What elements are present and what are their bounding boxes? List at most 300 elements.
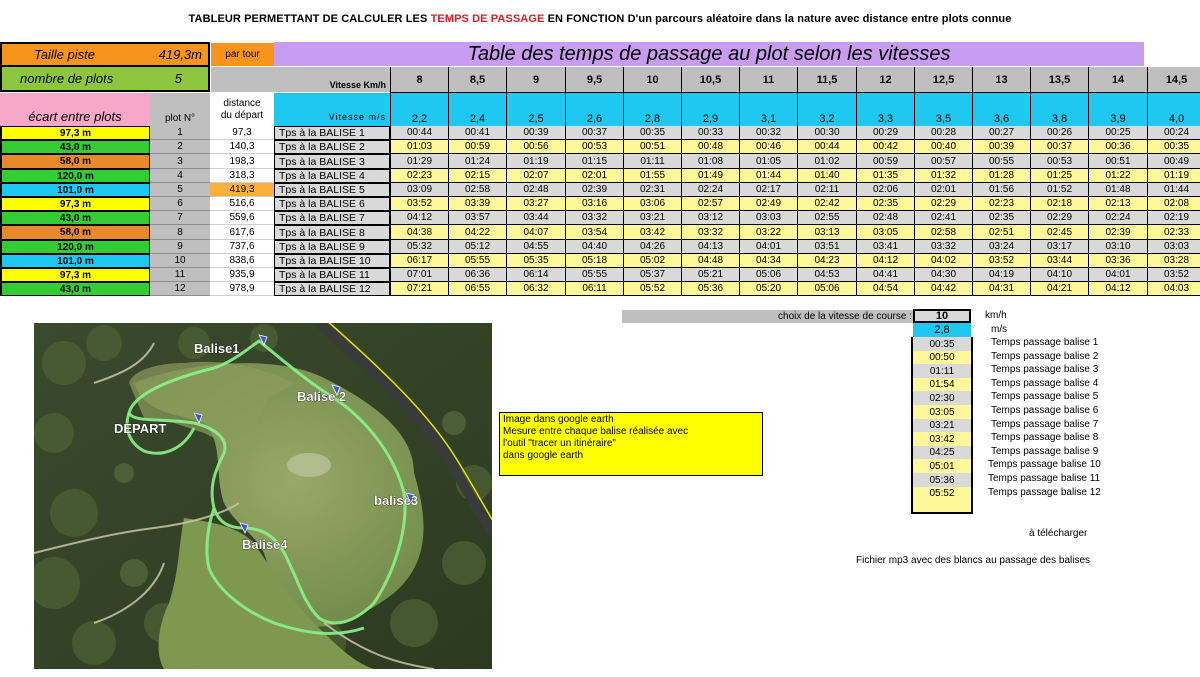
- time-cell: 04:41: [856, 268, 914, 282]
- time-cell: 02:01: [914, 183, 972, 197]
- time-cell: 01:19: [1147, 169, 1200, 183]
- time-cell: 03:22: [739, 225, 797, 240]
- ecart-cell: 43,0 m: [0, 140, 150, 154]
- time-cell: 02:45: [1030, 225, 1088, 240]
- chooser-entry-label: Temps passage balise 9: [991, 446, 1099, 457]
- speed-ms-header: 4,0: [1147, 93, 1200, 126]
- map-label-balise2: Balise 2: [297, 389, 347, 404]
- time-cell: 05:06: [739, 268, 797, 282]
- ecart-cell: 120,0 m: [0, 240, 150, 254]
- time-cell: 05:20: [739, 282, 797, 296]
- time-cell: 03:44: [1030, 254, 1088, 268]
- time-cell: 02:33: [1147, 225, 1200, 240]
- time-cell: 02:48: [506, 183, 565, 197]
- time-cell: 01:02: [797, 154, 856, 169]
- speed-kmh-input[interactable]: [913, 309, 971, 323]
- time-cell: 02:35: [972, 211, 1030, 225]
- speed-kmh-header: 11: [739, 67, 797, 93]
- time-cell: 03:21: [623, 211, 681, 225]
- plot-number-cell: 1: [150, 126, 210, 140]
- time-cell: 02:55: [797, 211, 856, 225]
- time-cell: 03:17: [1030, 240, 1088, 254]
- chooser-time: 02:30: [913, 391, 971, 405]
- time-cell: 00:51: [623, 140, 681, 154]
- balise-label-cell: Tps à la BALISE 9: [274, 240, 390, 254]
- speed-ms-header: 2,2: [390, 93, 448, 126]
- time-cell: 00:35: [1147, 140, 1200, 154]
- aerial-map-image: [34, 323, 492, 669]
- time-cell: 04:40: [565, 240, 623, 254]
- speed-ms-header: 2,4: [448, 93, 506, 126]
- time-cell: 02:39: [1088, 225, 1147, 240]
- ecart-cell: 43,0 m: [0, 282, 150, 296]
- time-cell: 03:28: [1147, 254, 1200, 268]
- time-cell: 02:49: [739, 197, 797, 211]
- time-cell: 04:21: [1030, 282, 1088, 296]
- note-line-3: l'outil "tracer un itinéraire": [503, 438, 616, 449]
- time-cell: 03:41: [856, 240, 914, 254]
- chooser-time: 03:05: [913, 405, 971, 419]
- time-cell: 01:49: [681, 169, 739, 183]
- time-cell: 00:33: [681, 126, 739, 140]
- speed-kmh-header: 12,5: [914, 67, 972, 93]
- kmh-unit: km/h: [985, 310, 1007, 321]
- time-cell: 05:21: [681, 268, 739, 282]
- time-cell: 04:01: [1088, 268, 1147, 282]
- time-cell: 02:13: [1088, 197, 1147, 211]
- download-label[interactable]: à télécharger: [1029, 528, 1088, 539]
- time-cell: 06:55: [448, 282, 506, 296]
- time-cell: 02:17: [739, 183, 797, 197]
- time-cell: 05:32: [390, 240, 448, 254]
- time-cell: 04:31: [972, 282, 1030, 296]
- speed-kmh-header: 13,5: [1030, 67, 1088, 93]
- time-cell: 03:13: [797, 225, 856, 240]
- distance-cell: 935,9: [210, 268, 274, 282]
- balise-label-cell: Tps à la BALISE 11: [274, 268, 390, 282]
- chooser-entry-label: Temps passage balise 2: [991, 351, 1099, 362]
- chooser-time: 00:50: [913, 351, 971, 364]
- speed-ms-header: 2,9: [681, 93, 739, 126]
- distance-label-cell: [210, 93, 274, 126]
- plot-number-cell: 9: [150, 240, 210, 254]
- time-cell: 02:41: [914, 211, 972, 225]
- time-cell: 02:57: [681, 197, 739, 211]
- ecart-cell: 43,0 m: [0, 211, 150, 225]
- balise-label-cell: Tps à la BALISE 10: [274, 254, 390, 268]
- speed-ms-header: 3,3: [856, 93, 914, 126]
- time-cell: 00:24: [1147, 126, 1200, 140]
- chooser-entry-label: Temps passage balise 4: [991, 378, 1099, 389]
- time-cell: 02:18: [1030, 197, 1088, 211]
- taille-piste-value: 419,3m: [158, 47, 202, 62]
- time-cell: 01:35: [856, 169, 914, 183]
- time-cell: 00:42: [856, 140, 914, 154]
- par-tour-cell: [211, 43, 274, 66]
- time-cell: 02:08: [1147, 197, 1200, 211]
- time-cell: 02:31: [623, 183, 681, 197]
- time-cell: 00:57: [914, 154, 972, 169]
- plot-no-label-cell: [150, 93, 210, 126]
- time-cell: 00:46: [739, 140, 797, 154]
- time-cell: 04:23: [797, 254, 856, 268]
- time-cell: 03:51: [797, 240, 856, 254]
- distance-cell: 140,3: [210, 140, 274, 154]
- time-cell: 05:12: [448, 240, 506, 254]
- time-cell: 02:06: [856, 183, 914, 197]
- time-cell: 00:36: [1088, 140, 1147, 154]
- plot-number-cell: 2: [150, 140, 210, 154]
- time-cell: 00:32: [739, 126, 797, 140]
- chooser-label: choix de la vitesse de course :: [778, 311, 912, 322]
- speed-ms-header: 2,8: [623, 93, 681, 126]
- speed-kmh-header: 11,5: [797, 67, 856, 93]
- chooser-entry-label: Temps passage balise 1: [991, 337, 1099, 348]
- par-tour-label: par tour: [225, 49, 260, 60]
- time-cell: 02:51: [972, 225, 1030, 240]
- chooser-time: 05:36: [913, 473, 971, 487]
- title-part1: TABLEUR PERMETTANT DE CALCULER LES: [188, 13, 431, 25]
- balise-label-cell: Tps à la BALISE 6: [274, 197, 390, 211]
- time-cell: 03:39: [448, 197, 506, 211]
- time-cell: 02:29: [914, 197, 972, 211]
- title-part2: EN FONCTION D'un parcours aléatoire dans la nature avec distance entre plots connue: [544, 13, 1012, 25]
- time-cell: 01:40: [797, 169, 856, 183]
- time-cell: 00:49: [1147, 154, 1200, 169]
- map-label-balise4: Balise4: [242, 537, 288, 552]
- time-cell: 06:11: [565, 282, 623, 296]
- note-box: [499, 412, 763, 476]
- distance-cell: 978,9: [210, 282, 274, 296]
- time-cell: 02:01: [565, 169, 623, 183]
- distance-cell: 617,6: [210, 225, 274, 240]
- ecart-cell: 97,3 m: [0, 268, 150, 282]
- time-cell: 01:32: [914, 169, 972, 183]
- speed-kmh-header: 8: [390, 67, 448, 93]
- vitesse-kmh-label-cell: [274, 67, 390, 92]
- time-cell: 01:08: [681, 154, 739, 169]
- time-cell: 02:48: [856, 211, 914, 225]
- mp3-label[interactable]: Fichier mp3 avec des blancs au passage des balises: [856, 555, 1091, 566]
- time-cell: 01:05: [739, 154, 797, 169]
- time-cell: 04:34: [739, 254, 797, 268]
- balise-label-cell: Tps à la BALISE 1: [274, 126, 390, 140]
- time-cell: 03:09: [390, 183, 448, 197]
- ecart-cell: 120,0 m: [0, 169, 150, 183]
- distance-cell: 559,6: [210, 211, 274, 225]
- balise-label-cell: Tps à la BALISE 2: [274, 140, 390, 154]
- time-cell: 05:02: [623, 254, 681, 268]
- time-cell: 04:26: [623, 240, 681, 254]
- plot-number-cell: 8: [150, 225, 210, 240]
- chooser-blank: [913, 500, 971, 514]
- time-cell: 02:35: [856, 197, 914, 211]
- speed-ms-header: 2,6: [565, 93, 623, 126]
- speed-kmh-header: 10: [623, 67, 681, 93]
- time-cell: 03:52: [1147, 268, 1200, 282]
- ecart-label: écart entre plots: [28, 109, 122, 124]
- chooser-time: 04:25: [913, 446, 971, 459]
- time-cell: 00:48: [681, 140, 739, 154]
- chooser-entry-label: Temps passage balise 3: [991, 364, 1099, 375]
- time-cell: 03:52: [390, 197, 448, 211]
- map-label-balise1: Balise1: [194, 341, 240, 356]
- time-cell: 06:32: [506, 282, 565, 296]
- time-cell: 01:28: [972, 169, 1030, 183]
- time-cell: 05:55: [448, 254, 506, 268]
- time-cell: 04:12: [856, 254, 914, 268]
- time-cell: 05:06: [797, 282, 856, 296]
- time-cell: 03:36: [1088, 254, 1147, 268]
- time-cell: 01:03: [390, 140, 448, 154]
- time-cell: 02:24: [1088, 211, 1147, 225]
- time-cell: 04:10: [1030, 268, 1088, 282]
- time-cell: 04:01: [739, 240, 797, 254]
- chooser-time: 05:52: [913, 487, 971, 500]
- time-cell: 07:21: [390, 282, 448, 296]
- time-cell: 00:44: [797, 140, 856, 154]
- time-cell: 05:35: [506, 254, 565, 268]
- banner-text: Table des temps de passage au plot selon les vitesses: [467, 42, 951, 65]
- time-cell: 06:17: [390, 254, 448, 268]
- time-cell: 00:25: [1088, 126, 1147, 140]
- title-highlight: TEMPS DE PASSAGE: [430, 13, 545, 25]
- note-line-2: Mesure entre chaque balise réalisée avec: [503, 426, 689, 437]
- balise-label-cell: Tps à la BALISE 4: [274, 169, 390, 183]
- nb-plots-cell: [0, 67, 210, 92]
- ecart-cell: 101,0 m: [0, 183, 150, 197]
- time-cell: 01:11: [623, 154, 681, 169]
- time-cell: 01:15: [565, 154, 623, 169]
- time-cell: 04:12: [390, 211, 448, 225]
- chooser-label-cell: [622, 310, 914, 323]
- time-cell: 01:25: [1030, 169, 1088, 183]
- time-cell: 00:59: [448, 140, 506, 154]
- plot-number-cell: 3: [150, 154, 210, 169]
- time-cell: 03:57: [448, 211, 506, 225]
- time-cell: 02:29: [1030, 211, 1088, 225]
- ecart-cell: 101,0 m: [0, 254, 150, 268]
- vitesse-ms-label-cell: [274, 93, 390, 126]
- time-cell: 02:42: [797, 197, 856, 211]
- time-cell: 00:55: [972, 154, 1030, 169]
- time-cell: 00:37: [1030, 140, 1088, 154]
- time-cell: 00:29: [856, 126, 914, 140]
- speed-ms-header: 3,9: [1088, 93, 1147, 126]
- time-cell: 03:52: [972, 254, 1030, 268]
- distance-cell: 838,6: [210, 254, 274, 268]
- vitesse-kmh-label: Vitesse Km/h: [329, 80, 386, 90]
- time-cell: 06:14: [506, 268, 565, 282]
- time-cell: 03:32: [565, 211, 623, 225]
- time-cell: 01:44: [1147, 183, 1200, 197]
- time-cell: 05:18: [565, 254, 623, 268]
- speed-ms-value-cell: [913, 323, 971, 337]
- time-cell: 03:06: [623, 197, 681, 211]
- chooser-entry-label: Temps passage balise 7: [991, 419, 1099, 430]
- time-cell: 04:22: [448, 225, 506, 240]
- time-cell: 04:38: [390, 225, 448, 240]
- time-cell: 00:53: [1030, 154, 1088, 169]
- speed-kmh-header: 14: [1088, 67, 1147, 93]
- distance-cell: 419,3: [210, 183, 274, 197]
- time-cell: 03:54: [565, 225, 623, 240]
- time-cell: 00:56: [506, 140, 565, 154]
- distance-label-1: distance: [223, 97, 261, 109]
- distance-label-2: du départ: [220, 109, 264, 121]
- time-cell: 00:27: [972, 126, 1030, 140]
- time-cell: 03:32: [681, 225, 739, 240]
- aerial-map: [34, 323, 492, 669]
- time-cell: 00:28: [914, 126, 972, 140]
- note-line-1: Image dans google earth: [503, 414, 614, 425]
- time-cell: 01:55: [623, 169, 681, 183]
- time-cell: 03:24: [972, 240, 1030, 254]
- ms-unit: m/s: [991, 324, 1008, 335]
- chooser-entry-label: Temps passage balise 6: [991, 405, 1099, 416]
- time-cell: 00:30: [797, 126, 856, 140]
- time-cell: 00:37: [565, 126, 623, 140]
- chooser-time: 00:35: [913, 337, 971, 351]
- plot-no-label: plot N°: [164, 113, 196, 124]
- time-cell: 02:23: [972, 197, 1030, 211]
- time-cell: 00:35: [623, 126, 681, 140]
- time-cell: 04:07: [506, 225, 565, 240]
- balise-label-cell: Tps à la BALISE 12: [274, 282, 390, 296]
- time-cell: 01:52: [1030, 183, 1088, 197]
- speed-ms-header: 3,8: [1030, 93, 1088, 126]
- time-cell: 03:10: [1088, 240, 1147, 254]
- balise-label-cell: Tps à la BALISE 3: [274, 154, 390, 169]
- speed-kmh-header: 13: [972, 67, 1030, 93]
- time-cell: 04:53: [797, 268, 856, 282]
- time-cell: 01:29: [390, 154, 448, 169]
- time-cell: 01:19: [506, 154, 565, 169]
- map-label-balise3: balise3: [374, 493, 419, 508]
- time-cell: 03:03: [1147, 240, 1200, 254]
- speed-ms-value: 2,8: [934, 324, 950, 336]
- balise-label-cell: Tps à la BALISE 8: [274, 225, 390, 240]
- time-cell: 02:23: [390, 169, 448, 183]
- time-cell: 00:51: [1088, 154, 1147, 169]
- time-cell: 00:44: [390, 126, 448, 140]
- time-cell: 00:39: [506, 126, 565, 140]
- time-cell: 03:05: [856, 225, 914, 240]
- chooser-time: 01:54: [913, 378, 971, 391]
- time-cell: 00:59: [856, 154, 914, 169]
- speed-kmh-header: 12: [856, 67, 914, 93]
- time-cell: 00:39: [972, 140, 1030, 154]
- chooser-entry-label: Temps passage balise 5: [991, 391, 1099, 402]
- time-cell: 02:15: [448, 169, 506, 183]
- chooser-entry-label: Temps passage balise 12: [988, 487, 1101, 498]
- time-cell: 02:19: [1147, 211, 1200, 225]
- distance-cell: 97,3: [210, 126, 274, 140]
- ecart-label-cell: [0, 93, 150, 126]
- time-cell: 05:55: [565, 268, 623, 282]
- time-cell: 00:40: [914, 140, 972, 154]
- distance-cell: 318,3: [210, 169, 274, 183]
- time-cell: 02:11: [797, 183, 856, 197]
- vitesse-ms-label: Vitesse m/s: [328, 112, 386, 122]
- map-label-depart: DEPART: [114, 421, 167, 436]
- time-cell: 04:42: [914, 282, 972, 296]
- time-cell: 04:54: [856, 282, 914, 296]
- time-cell: 04:19: [972, 268, 1030, 282]
- plot-number-cell: 5: [150, 183, 210, 197]
- balise-label-cell: Tps à la BALISE 7: [274, 211, 390, 225]
- time-cell: 03:03: [739, 211, 797, 225]
- speed-ms-header: 3,5: [914, 93, 972, 126]
- speed-kmh-header: 8,5: [448, 67, 506, 93]
- time-cell: 05:36: [681, 282, 739, 296]
- time-cell: 04:12: [1088, 282, 1147, 296]
- speed-kmh-header: 10,5: [681, 67, 739, 93]
- plot-number-cell: 11: [150, 268, 210, 282]
- time-cell: 03:42: [623, 225, 681, 240]
- plot-number-cell: 6: [150, 197, 210, 211]
- time-cell: 02:24: [681, 183, 739, 197]
- time-cell: 05:37: [623, 268, 681, 282]
- chooser-time: 03:21: [913, 419, 971, 432]
- time-cell: 04:48: [681, 254, 739, 268]
- time-cell: 02:58: [914, 225, 972, 240]
- time-cell: 01:56: [972, 183, 1030, 197]
- time-cell: 03:32: [914, 240, 972, 254]
- nb-plots-value: 5: [174, 71, 182, 86]
- time-cell: 00:53: [565, 140, 623, 154]
- chooser-time: 05:01: [913, 459, 971, 473]
- ecart-cell: 97,3 m: [0, 126, 150, 140]
- plot-number-cell: 12: [150, 282, 210, 296]
- taille-piste-label: Taille piste: [34, 47, 95, 62]
- chooser-time: 01:11: [913, 364, 971, 378]
- time-cell: 06:36: [448, 268, 506, 282]
- time-cell: 04:03: [1147, 282, 1200, 296]
- time-cell: 03:27: [506, 197, 565, 211]
- time-cell: 02:58: [448, 183, 506, 197]
- time-cell: 04:30: [914, 268, 972, 282]
- speed-ms-header: 3,6: [972, 93, 1030, 126]
- chooser-entry-label: Temps passage balise 11: [988, 473, 1101, 484]
- speed-kmh-header: 14,5: [1147, 67, 1200, 93]
- time-cell: 01:44: [739, 169, 797, 183]
- nb-plots-label: nombre de plots: [20, 71, 114, 86]
- speed-kmh-value: 10: [935, 310, 949, 322]
- time-cell: 03:44: [506, 211, 565, 225]
- speed-ms-header: 3,1: [739, 93, 797, 126]
- distance-cell: 198,3: [210, 154, 274, 169]
- time-cell: 01:22: [1088, 169, 1147, 183]
- time-cell: 03:12: [681, 211, 739, 225]
- speed-ms-header: 3,2: [797, 93, 856, 126]
- speed-ms-header: 2,5: [506, 93, 565, 126]
- time-cell: 01:48: [1088, 183, 1147, 197]
- note-line-4: dans google earth: [503, 450, 584, 461]
- ecart-cell: 58,0 m: [0, 154, 150, 169]
- distance-cell: 737,6: [210, 240, 274, 254]
- time-cell: 00:41: [448, 126, 506, 140]
- page-title: [0, 13, 1200, 25]
- balise-label-cell: Tps à la BALISE 5: [274, 183, 390, 197]
- time-cell: 05:52: [623, 282, 681, 296]
- chooser-time: 03:42: [913, 432, 971, 446]
- time-cell: 03:16: [565, 197, 623, 211]
- speed-kmh-header: 9,5: [565, 67, 623, 93]
- taille-piste-cell: [0, 42, 210, 67]
- time-cell: 00:26: [1030, 126, 1088, 140]
- time-cell: 02:07: [506, 169, 565, 183]
